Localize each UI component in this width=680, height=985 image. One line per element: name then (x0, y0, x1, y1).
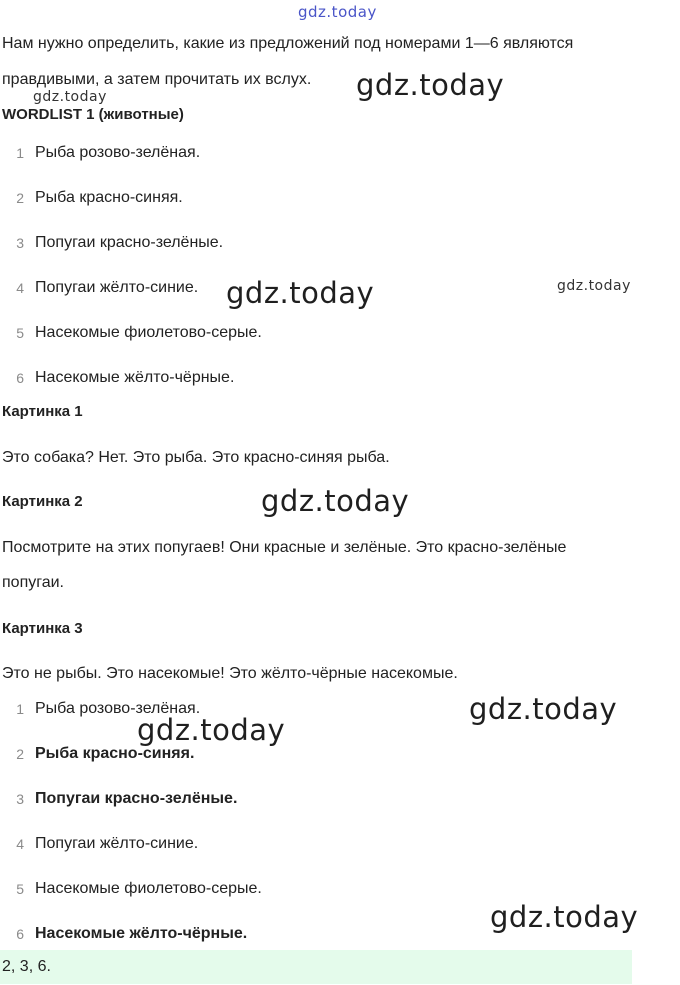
list-text: Попугаи жёлто-синие. (35, 279, 199, 296)
list-item (0, 833, 198, 855)
watermark: gdz.today (356, 68, 505, 102)
list-item-true (0, 788, 237, 810)
watermark: gdz.today (226, 276, 375, 310)
intro-line-1: Нам нужно определить, какие из предложений под номерами 1—6 являются (2, 35, 574, 52)
list-item (0, 322, 262, 344)
list-number: 1 (16, 701, 24, 717)
list-text: Рыба розово-зелёная. (35, 144, 201, 161)
list-number: 4 (16, 280, 24, 296)
list-item (0, 878, 262, 900)
list-number: 5 (16, 881, 24, 897)
list-item (0, 142, 200, 164)
watermark-top: gdz.today (298, 3, 377, 21)
wordlist-heading: WORDLIST 1 (животные) (2, 106, 184, 123)
picture-heading: Картинка 2 (2, 493, 83, 510)
watermark-small: gdz.today (557, 278, 631, 294)
list-text: Насекомые жёлто-чёрные. (35, 925, 248, 942)
list-item-true (0, 923, 247, 945)
picture-text: попугаи. (2, 574, 64, 591)
list-number: 2 (16, 190, 24, 206)
list-item (0, 187, 183, 209)
list-text: Попугаи красно-зелёные. (35, 790, 238, 807)
list-number: 3 (16, 235, 24, 251)
list-number: 4 (16, 836, 24, 852)
watermark: gdz.today (469, 692, 618, 726)
picture-text: Посмотрите на этих попугаев! Они красные и зелёные. Это красно-зелёные (2, 539, 567, 556)
list-number: 3 (16, 791, 24, 807)
picture-text: Это собака? Нет. Это рыба. Это красно-синяя рыба. (2, 449, 390, 466)
list-item-true (0, 743, 194, 765)
list-text: Насекомые фиолетово-серые. (35, 324, 262, 341)
list-item (0, 698, 200, 720)
list-text: Насекомые фиолетово-серые. (35, 880, 262, 897)
list-item (0, 367, 234, 389)
watermark: gdz.today (137, 713, 286, 747)
list-text: Рыба розово-зелёная. (35, 700, 201, 717)
answer-box (0, 950, 632, 984)
list-text: Попугаи жёлто-синие. (35, 835, 199, 852)
list-text: Рыба красно-синяя. (35, 189, 183, 206)
picture-text: Это не рыбы. Это насекомые! Это жёлто-чёрные насекомые. (2, 665, 458, 682)
list-item (0, 277, 198, 299)
list-item (0, 232, 223, 254)
list-number: 6 (16, 926, 24, 942)
list-number: 5 (16, 325, 24, 341)
list-text: Попугаи красно-зелёные. (35, 234, 224, 251)
watermark: gdz.today (490, 900, 639, 934)
answer-text: 2, 3, 6. (2, 958, 51, 975)
picture-heading: Картинка 1 (2, 403, 83, 420)
list-text: Рыба красно-синяя. (35, 745, 195, 762)
watermark: gdz.today (261, 484, 410, 518)
watermark-small: gdz.today (33, 89, 107, 105)
list-number: 6 (16, 370, 24, 386)
picture-heading: Картинка 3 (2, 620, 83, 637)
intro-line-2: правдивыми, а затем прочитать их вслух. (2, 71, 312, 88)
list-number: 1 (16, 145, 24, 161)
list-text: Насекомые жёлто-чёрные. (35, 369, 235, 386)
list-number: 2 (16, 746, 24, 762)
